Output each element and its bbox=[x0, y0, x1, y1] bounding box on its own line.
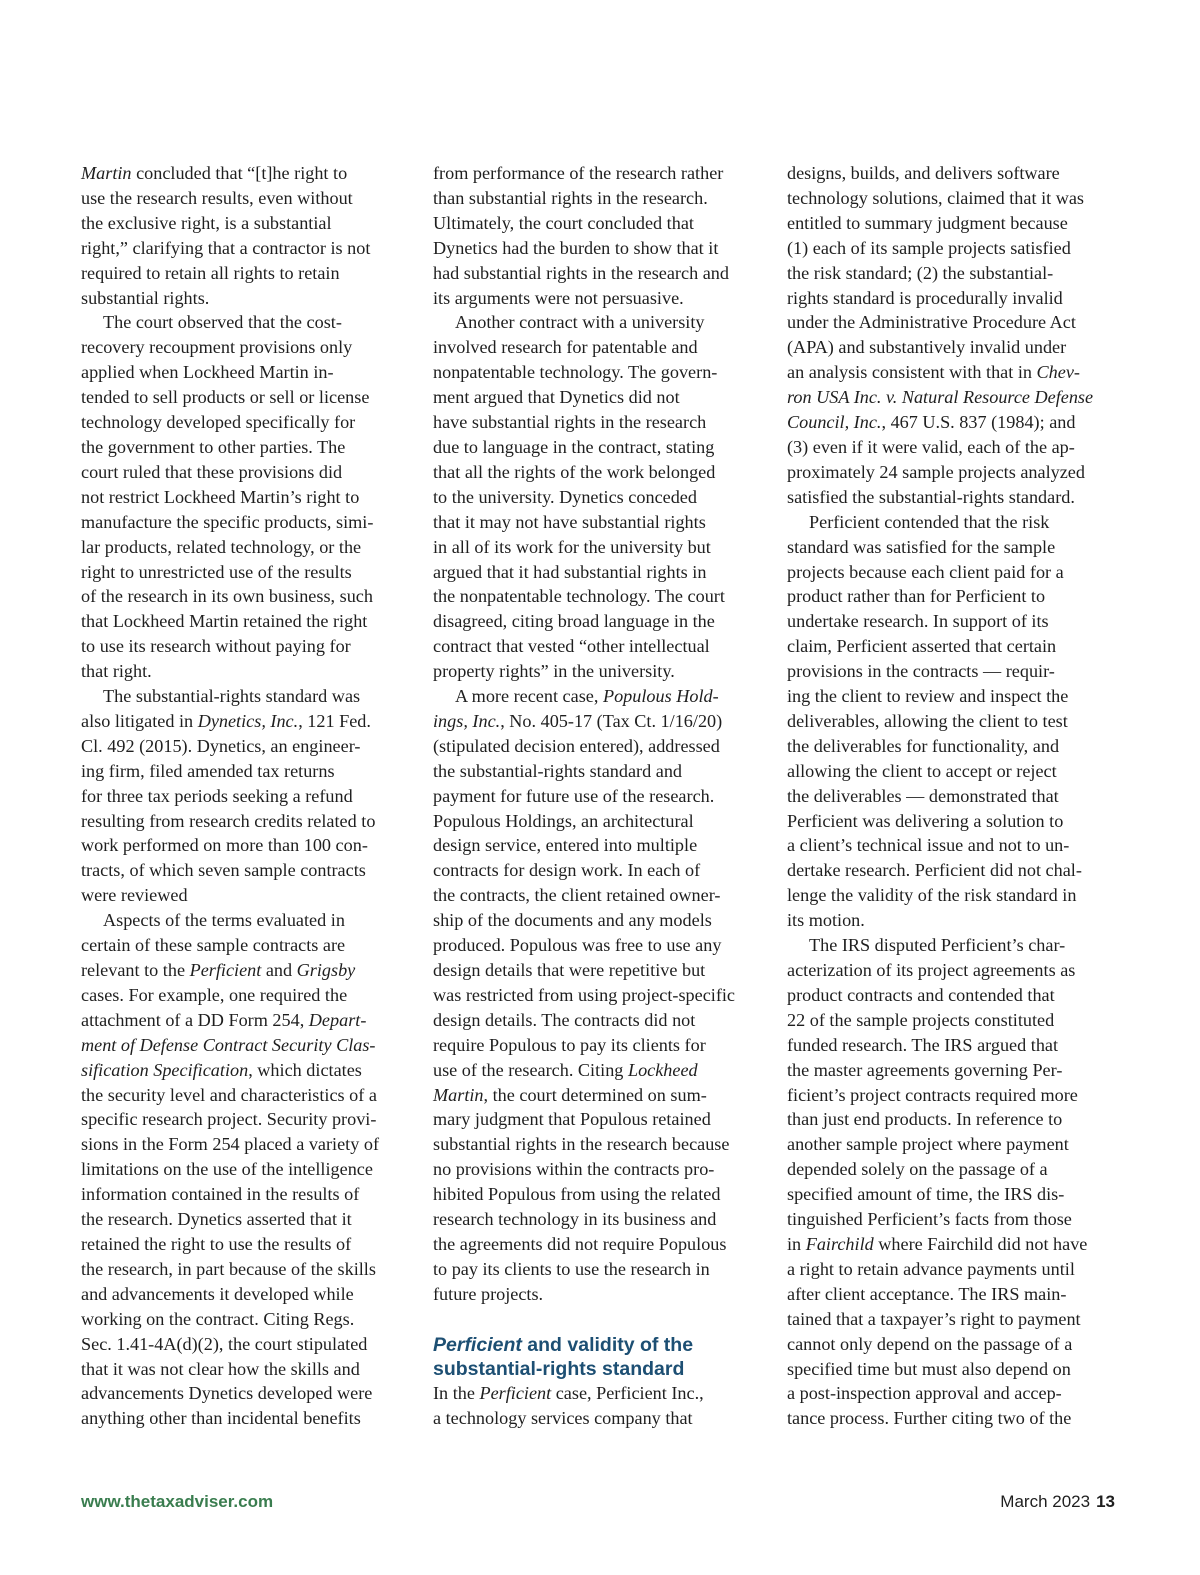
text-line: anything other than incidental benefits bbox=[81, 1408, 361, 1429]
text-line: cases. For example, one required the bbox=[81, 984, 348, 1005]
issue-date: March 2023 bbox=[1000, 1492, 1091, 1511]
text-line: the security level and characteristics of a bbox=[81, 1084, 377, 1105]
text-line: the research. Dynetics asserted that it bbox=[81, 1209, 352, 1230]
text-line: under the Administrative Procedure Act bbox=[787, 312, 1076, 333]
text-line: projects because each client paid for a bbox=[787, 561, 1064, 582]
text-line: in all of its work for the university but bbox=[433, 536, 711, 557]
text-line bbox=[81, 958, 411, 983]
text-line: the contracts, the client retained owner- bbox=[433, 885, 721, 906]
text-segment: Aspects of the terms evaluated in bbox=[103, 910, 345, 931]
text-line: limitations on the use of the intelligence bbox=[81, 1159, 373, 1180]
text-line bbox=[81, 1033, 411, 1058]
text-line: were reviewed bbox=[81, 885, 188, 906]
text-segment: In the bbox=[433, 1382, 480, 1403]
text-line: Perficient was delivering a solution to bbox=[787, 810, 1064, 831]
text-segment: , which dictates bbox=[248, 1059, 362, 1080]
text-line bbox=[433, 1058, 763, 1083]
italic-text: ment of Defense Contract Security Clas- bbox=[81, 1034, 376, 1055]
text-line: sions in the Form 254 placed a variety of bbox=[81, 1134, 380, 1155]
text-line: specific research project. Security provi- bbox=[81, 1109, 377, 1130]
text-line bbox=[81, 1058, 411, 1083]
italic-text: Grigsby bbox=[296, 960, 356, 980]
text-line: product contracts and contended that bbox=[787, 984, 1055, 1005]
text-line: claim, Perficient asserted that certain bbox=[787, 636, 1057, 657]
text-segment: and validity of the bbox=[521, 1333, 694, 1356]
text-line bbox=[787, 933, 1115, 958]
text-line: the risk standard; (2) the substantial- bbox=[787, 262, 1054, 283]
text-line: the deliverables for functionality, and bbox=[787, 735, 1060, 756]
text-line bbox=[433, 684, 763, 709]
text-line: have substantial rights in the research bbox=[433, 412, 707, 433]
italic-text: ings, Inc. bbox=[433, 710, 501, 731]
italic-text: Chev- bbox=[1036, 362, 1080, 383]
text-line: the master agreements governing Per- bbox=[787, 1059, 1063, 1080]
text-segment: A more recent case, bbox=[455, 686, 603, 707]
text-line bbox=[81, 1008, 411, 1033]
text-line bbox=[787, 410, 1115, 435]
footer-url[interactable]: www.thetaxadviser.com bbox=[81, 1492, 274, 1511]
text-segment: case, Perficient Inc., bbox=[551, 1382, 704, 1403]
italic-text: Dynetics, Inc. bbox=[197, 710, 299, 731]
text-line bbox=[433, 1083, 763, 1108]
text-segment: an analysis consistent with that in bbox=[787, 362, 1037, 383]
text-line: entitled to summary judgment because bbox=[787, 212, 1068, 233]
text-segment: also litigated in bbox=[81, 710, 198, 731]
text-line: recovery recoupment provisions only bbox=[81, 337, 353, 358]
text-line: (APA) and substantively invalid under bbox=[787, 337, 1067, 358]
text-line: Sec. 1.41-4A(d)(2), the court stipulated bbox=[81, 1333, 368, 1354]
text-line: undertake research. In support of its bbox=[787, 611, 1049, 632]
text-line: ship of the documents and any models bbox=[433, 910, 712, 931]
text-line: property rights” in the university. bbox=[433, 661, 675, 682]
text-segment: relevant to the bbox=[81, 960, 190, 980]
text-line: tinguished Perficient’s facts from those bbox=[787, 1209, 1072, 1230]
text-line bbox=[81, 310, 411, 335]
text-line: lenge the validity of the risk standard in bbox=[787, 885, 1077, 906]
text-line bbox=[433, 709, 763, 734]
text-line: substantial rights in the research because bbox=[433, 1134, 730, 1155]
text-line: substantial rights. bbox=[81, 287, 210, 308]
text-line bbox=[787, 510, 1115, 535]
text-line: provisions in the contracts — requir- bbox=[787, 661, 1055, 682]
text-line: that all the rights of the work belonged bbox=[433, 461, 716, 482]
text-line: design service, entered into multiple bbox=[433, 835, 698, 856]
text-line: research technology in its business and bbox=[433, 1209, 717, 1230]
text-segment: , No. 405-17 (Tax Ct. 1/16/20) bbox=[500, 710, 723, 731]
text-line: depended solely on the passage of a bbox=[787, 1159, 1048, 1180]
text-segment: attachment of a DD Form 254, bbox=[81, 1009, 309, 1030]
text-line: nonpatentable technology. The govern- bbox=[433, 362, 718, 383]
text-line: argued that it had substantial rights in bbox=[433, 561, 707, 582]
text-segment: The court observed that the cost- bbox=[103, 312, 342, 333]
text-line: its motion. bbox=[787, 910, 865, 931]
text-line: specified amount of time, the IRS dis- bbox=[787, 1184, 1065, 1205]
italic-text: Perficient bbox=[189, 960, 262, 980]
text-line: a technology services company that bbox=[433, 1407, 693, 1428]
text-line: design details. The contracts did not bbox=[433, 1009, 696, 1030]
text-line: required to retain all rights to retain bbox=[81, 262, 340, 283]
text-line: no provisions within the contracts pro- bbox=[433, 1159, 715, 1180]
text-line: payment for future use of the research. bbox=[433, 785, 715, 806]
text-line bbox=[81, 161, 411, 186]
text-line: funded research. The IRS argued that bbox=[787, 1034, 1059, 1055]
text-segment: The IRS disputed Perficient’s char- bbox=[809, 935, 1066, 956]
text-line: (stipulated decision entered), addressed bbox=[433, 735, 720, 756]
text-line: information contained in the results of bbox=[81, 1184, 360, 1205]
text-segment: use of the research. Citing bbox=[433, 1059, 628, 1080]
text-line: the government to other parties. The bbox=[81, 436, 346, 457]
text-line: standard was satisfied for the sample bbox=[787, 536, 1056, 557]
text-line: that it was not clear how the skills and bbox=[81, 1358, 360, 1379]
italic-text: sification Specification bbox=[81, 1059, 249, 1080]
section-heading-line bbox=[433, 1357, 763, 1381]
text-line: ficient’s project contracts required more bbox=[787, 1084, 1078, 1105]
text-line: than just end products. In reference to bbox=[787, 1109, 1063, 1130]
text-segment: , 121 Fed. bbox=[298, 710, 371, 731]
italic-text: Fairchild bbox=[805, 1233, 874, 1254]
text-line: ing firm, filed amended tax returns bbox=[81, 760, 335, 781]
text-line: use the research results, even without bbox=[81, 187, 353, 208]
text-line: Dynetics had the burden to show that it bbox=[433, 237, 719, 258]
text-line: had substantial rights in the research and bbox=[433, 262, 729, 283]
text-line bbox=[787, 385, 1115, 410]
italic-text: Martin bbox=[433, 1084, 484, 1105]
text-line: product rather than for Perficient to bbox=[787, 586, 1046, 607]
text-line: a post-inspection approval and accep- bbox=[787, 1383, 1062, 1404]
text-line: resulting from research credits related to bbox=[81, 810, 376, 831]
text-line: retained the right to use the results of bbox=[81, 1233, 352, 1254]
text-column-1 bbox=[81, 161, 411, 1431]
text-line: technology developed specifically for bbox=[81, 412, 356, 433]
text-line: 22 of the sample projects constituted bbox=[787, 1009, 1055, 1030]
text-segment: and bbox=[261, 960, 297, 980]
text-line: right,” clarifying that a contractor is not bbox=[81, 237, 371, 258]
text-segment: concluded that “[t]he right to bbox=[131, 163, 348, 183]
text-line: the exclusive right, is a substantial bbox=[81, 212, 332, 233]
text-line: hibited Populous from using the related bbox=[433, 1184, 721, 1205]
text-line: designs, builds, and delivers software bbox=[787, 163, 1060, 183]
page-number: 13 bbox=[1096, 1492, 1115, 1511]
text-line: right to unrestricted use of the results bbox=[81, 561, 352, 582]
text-line: manufacture the specific products, simi- bbox=[81, 511, 374, 532]
italic-text: Perficient bbox=[479, 1382, 552, 1403]
italic-text: Martin bbox=[81, 163, 132, 183]
text-line: proximately 24 sample projects analyzed bbox=[787, 461, 1085, 482]
text-column-3 bbox=[787, 161, 1115, 1431]
text-line: to the university. Dynetics conceded bbox=[433, 486, 697, 507]
text-line: tained that a taxpayer’s right to payment bbox=[787, 1308, 1081, 1329]
text-line: the deliverables — demonstrated that bbox=[787, 785, 1059, 806]
text-line: not restrict Lockheed Martin’s right to bbox=[81, 486, 360, 507]
text-line bbox=[81, 684, 411, 709]
italic-text: Lockheed bbox=[627, 1059, 698, 1080]
text-line: was restricted from using project-specific bbox=[433, 984, 736, 1005]
italic-text: ron USA Inc. v. Natural Resource Defense bbox=[787, 387, 1094, 408]
text-line: working on the contract. Citing Regs. bbox=[81, 1308, 355, 1329]
text-line: to use its research without paying for bbox=[81, 636, 351, 657]
text-line: for three tax periods seeking a refund bbox=[81, 785, 353, 806]
text-line: work performed on more than 100 con- bbox=[81, 835, 368, 856]
text-line: court ruled that these provisions did bbox=[81, 461, 343, 482]
text-line bbox=[787, 360, 1115, 385]
text-line: contracts for design work. In each of bbox=[433, 860, 701, 881]
text-line: the research, in part because of the skills bbox=[81, 1258, 376, 1279]
text-line: that Lockheed Martin retained the right bbox=[81, 611, 368, 632]
text-line: specified time but must also depend on bbox=[787, 1358, 1071, 1379]
text-line: the agreements did not require Populous bbox=[433, 1233, 727, 1254]
italic-text: Depart- bbox=[308, 1009, 367, 1030]
text-segment: , 467 U.S. 837 (1984); and bbox=[881, 412, 1076, 433]
italic-text: Council, Inc. bbox=[787, 412, 882, 433]
text-line: cannot only depend on the passage of a bbox=[787, 1333, 1073, 1354]
text-line: Ultimately, the court concluded that bbox=[433, 212, 694, 233]
text-line: disagreed, citing broad language in the bbox=[433, 611, 715, 632]
text-line: its arguments were not persuasive. bbox=[433, 287, 684, 308]
text-line: contract that vested “other intellectual bbox=[433, 636, 710, 657]
text-column-2 bbox=[433, 161, 763, 1431]
text-segment: substantial-rights standard bbox=[433, 1357, 685, 1380]
text-line: (1) each of its sample projects satisfied bbox=[787, 237, 1071, 258]
text-line: satisfied the substantial-rights standard. bbox=[787, 486, 1075, 507]
text-line: another sample project where payment bbox=[787, 1134, 1069, 1155]
text-line: after client acceptance. The IRS main- bbox=[787, 1283, 1067, 1304]
text-line: tance process. Further citing two of the bbox=[787, 1408, 1072, 1429]
text-line: technology solutions, claimed that it was bbox=[787, 187, 1085, 208]
text-line: that it may not have substantial rights bbox=[433, 511, 706, 532]
text-segment: in bbox=[787, 1233, 806, 1254]
text-line: lar products, related technology, or the bbox=[81, 536, 362, 557]
text-line: future projects. bbox=[433, 1283, 544, 1304]
text-line: acterization of its project agreements as bbox=[787, 960, 1076, 980]
text-line: that right. bbox=[81, 661, 152, 682]
text-line bbox=[787, 1232, 1115, 1257]
text-line: involved research for patentable and bbox=[433, 337, 698, 358]
text-line: (3) even if it were valid, each of the ap- bbox=[787, 436, 1075, 457]
text-line: allowing the client to accept or reject bbox=[787, 760, 1057, 781]
text-segment: , the court determined on sum- bbox=[483, 1084, 707, 1105]
section-gap bbox=[433, 1307, 763, 1333]
text-line bbox=[81, 908, 411, 933]
text-line: to pay its clients to use the research in bbox=[433, 1258, 710, 1279]
text-line: than substantial rights in the research. bbox=[433, 187, 708, 208]
text-line: of the research in its own business, such bbox=[81, 586, 373, 607]
text-line: deliverables, allowing the client to test bbox=[787, 710, 1068, 731]
text-line: design details that were repetitive but bbox=[433, 960, 706, 980]
text-line: produced. Populous was free to use any bbox=[433, 935, 722, 956]
text-line: a client’s technical issue and not to un- bbox=[787, 835, 1070, 856]
text-line bbox=[81, 709, 411, 734]
text-segment: The substantial-rights standard was bbox=[103, 686, 361, 707]
section-heading-line bbox=[433, 1333, 763, 1357]
text-line: advancements Dynetics developed were bbox=[81, 1383, 373, 1404]
text-line: certain of these sample contracts are bbox=[81, 935, 346, 956]
text-line: rights standard is procedurally invalid bbox=[787, 287, 1063, 308]
text-segment: where Fairchild did not have bbox=[873, 1233, 1088, 1254]
text-line: tended to sell products or sell or license bbox=[81, 387, 370, 408]
text-line: tracts, of which seven sample contracts bbox=[81, 860, 366, 881]
text-line: the nonpatentable technology. The court bbox=[433, 586, 725, 607]
text-segment: Another contract with a university bbox=[455, 312, 705, 333]
text-line: require Populous to pay its clients for bbox=[433, 1034, 706, 1055]
text-line bbox=[433, 1381, 763, 1406]
text-line: mary judgment that Populous retained bbox=[433, 1109, 711, 1130]
italic-text: Perficient bbox=[433, 1333, 522, 1356]
text-line: and advancements it developed while bbox=[81, 1283, 354, 1304]
text-line: the substantial-rights standard and bbox=[433, 760, 683, 781]
text-line: dertake research. Perficient did not chal- bbox=[787, 860, 1082, 881]
text-line bbox=[433, 310, 763, 335]
italic-text: Populous Hold- bbox=[602, 686, 719, 707]
text-segment: Perficient contended that the risk bbox=[809, 511, 1050, 532]
text-line: applied when Lockheed Martin in- bbox=[81, 362, 334, 383]
footer-issue bbox=[1000, 1492, 1115, 1512]
text-line: Populous Holdings, an architectural bbox=[433, 810, 694, 831]
text-line: a right to retain advance payments until bbox=[787, 1258, 1075, 1279]
text-line: due to language in the contract, stating bbox=[433, 436, 715, 457]
text-line: ment argued that Dynetics did not bbox=[433, 387, 680, 408]
text-line: Cl. 492 (2015). Dynetics, an engineer- bbox=[81, 735, 361, 756]
text-line: from performance of the research rather bbox=[433, 163, 724, 183]
text-line: ing the client to review and inspect the bbox=[787, 686, 1069, 707]
